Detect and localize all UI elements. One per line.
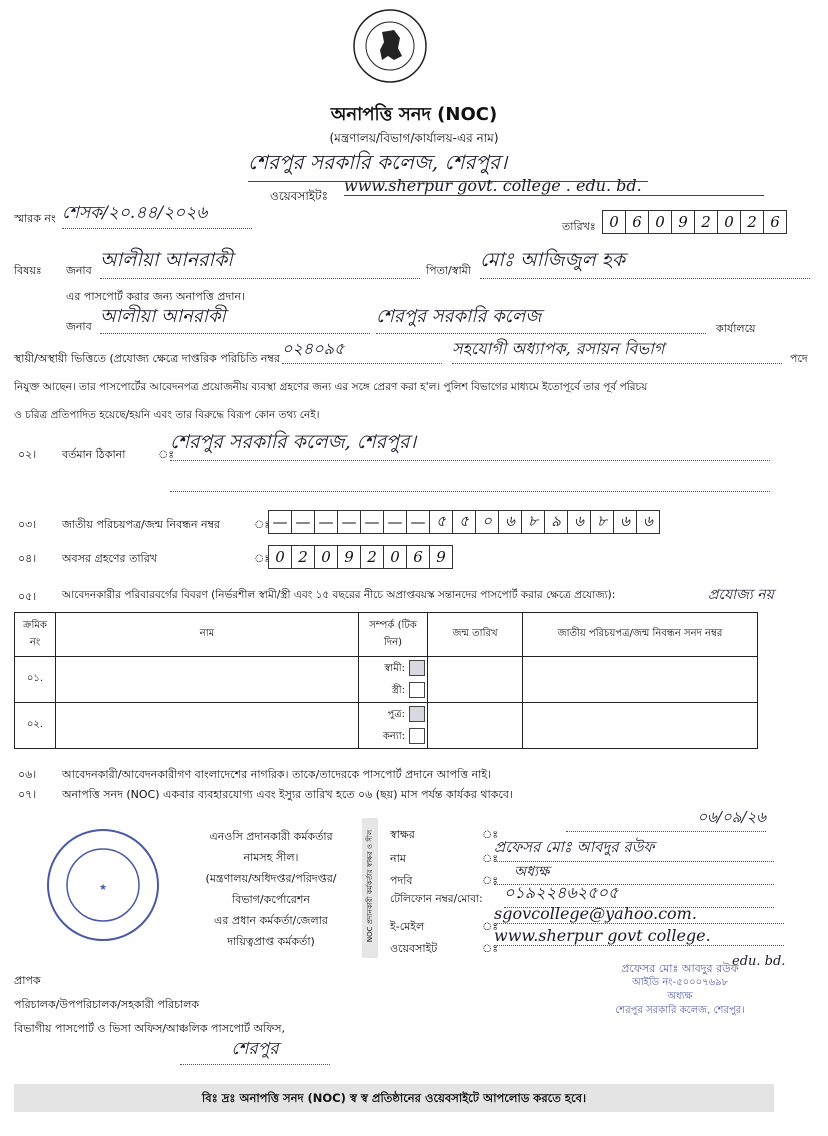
website-label: ওয়েবসাইটঃ [270, 189, 328, 203]
relation-label: স্বামী: [384, 662, 405, 674]
relation-label: স্ত্রী: [391, 684, 405, 696]
retire-digit-box: 6 [406, 545, 430, 569]
colon: ঃ [482, 828, 499, 841]
phone-value: ০১৯২২৪৬২৫০৫ [504, 880, 774, 908]
retire-digit-box: 0 [268, 545, 292, 569]
nid-digit-box: ৯ [544, 510, 568, 534]
table-row [15, 657, 758, 703]
item-06-number: ০৬। [18, 768, 37, 781]
perm-text: স্থায়ী/অস্থায়ী ভিত্তিতে (প্রযোজ্য ক্ষেত্রে দাপ্তরিক পরিচিতি নম্বর [14, 352, 280, 365]
nid-digit-box: ৫ [429, 510, 453, 534]
empty-digit-box: — [268, 510, 292, 534]
svg-text:★: ★ [98, 883, 108, 893]
nid-digit-box: ৬ [498, 510, 522, 534]
nid-digit-box: ৮ [590, 510, 614, 534]
colon: ঃ [254, 518, 271, 531]
col-birthdate: জন্ম তারিখ [428, 613, 523, 657]
col-serial: ক্রমিক নং [15, 613, 56, 657]
row-name [56, 703, 359, 749]
relation-checkbox[interactable] [409, 706, 425, 722]
colon: ঃ [482, 874, 499, 887]
row-nid [523, 657, 758, 703]
memo-label: স্মারক নং [14, 212, 56, 225]
college-round-seal [44, 826, 162, 944]
row-relation [359, 703, 428, 749]
date-digit-box: 0 [648, 210, 672, 234]
government-seal [352, 8, 428, 84]
recipient-line1: পরিচালক/উপপরিচালক/সহকারী পরিচালক [14, 998, 200, 1011]
present-address: শেরপুর সরকারি কলেজ, শেরপুর। [170, 428, 770, 461]
post-label: পদবি [390, 874, 413, 887]
empty-digit-box: — [360, 510, 384, 534]
relation-checkbox[interactable] [409, 728, 425, 744]
date-digit-box: 0 [717, 210, 741, 234]
issuer-block [186, 826, 356, 952]
item-07-number: ০৭। [18, 788, 37, 801]
designation: সহযোগী অধ্যাপক, রসায়ন বিভাগ [452, 336, 782, 364]
empty-digit-box: — [314, 510, 338, 534]
row-name [56, 657, 359, 703]
name-value: প্রফেসর মোঃ আবদুর রউফ [494, 836, 774, 862]
date-digit-box: 6 [763, 210, 787, 234]
janab-label: জনাব [66, 264, 92, 277]
body-name: আলীয়া আনরাকী [100, 302, 370, 334]
relation-checkbox[interactable] [409, 682, 425, 698]
nid-digit-box: ৮ [521, 510, 545, 534]
colon: ঃ [482, 942, 499, 955]
item-02-label: বর্তমান ঠিকানা [62, 448, 126, 461]
item-05-number: ০৫। [18, 590, 37, 603]
family-table [14, 612, 758, 749]
item-06-label: আবেদনকারী/আবেদনকারীগণ বাংলাদেশের নাগরিক। তাকে/তাদেরকে পাসপোর্ট প্রদানে আপত্তি নাই। [62, 768, 492, 781]
issuer-line: দায়িত্বপ্রাপ্ত কর্মকর্তা) [227, 935, 315, 948]
noc-title: অনাপত্তি সনদ (NOC) [330, 104, 498, 125]
subject-line2: এর পাসপোর্ট করার জন্য অনাপত্তি প্রদান। [66, 290, 245, 303]
nid-digit-box: ৬ [636, 510, 660, 534]
relation-checkbox[interactable] [409, 660, 425, 676]
retire-digit-box: 2 [360, 545, 384, 569]
nid-digit-box: ০ [475, 510, 499, 534]
colon: ঃ [254, 552, 271, 565]
retire-digit-box: 2 [291, 545, 315, 569]
vertical-label: NOC প্রদানকারী কর্মকর্তার স্বাক্ষর ও সীল [366, 829, 374, 943]
issuer-line: এনওসি প্রদানকারী কর্মকর্তার [209, 830, 333, 843]
name-label: নাম [390, 852, 406, 865]
colon: ঃ [482, 920, 499, 933]
email-value: sgovcollege@yahoo.com. [494, 904, 784, 924]
web-label: ওয়েবসাইট [390, 942, 438, 955]
stamp-line: আইডি নং-৫০০০৭৬৯৮ [631, 977, 729, 988]
recipient-label: প্রাপক [14, 974, 41, 987]
item-05-value: প্রযোজ্য নয় [708, 587, 774, 603]
post-suffix: পদে [790, 352, 808, 365]
retire-date-boxes [268, 545, 452, 569]
date-digit-box: 0 [602, 210, 626, 234]
row-serial: ০২. [15, 703, 56, 749]
row-relation [359, 657, 428, 703]
row-birthdate [428, 657, 523, 703]
retire-digit-box: 0 [314, 545, 338, 569]
date-digit-box: 2 [740, 210, 764, 234]
date-digit-box: 6 [625, 210, 649, 234]
empty-digit-box: — [291, 510, 315, 534]
row-serial: ০১. [15, 657, 56, 703]
official-id: ০২৪০৯৫ [282, 336, 442, 364]
table-row [15, 703, 758, 749]
item-03-label: জাতীয় পরিচয়পত্র/জন্ম নিবন্ধন নম্বর [62, 518, 221, 531]
retire-digit-box: 9 [337, 545, 361, 569]
stamp-line: শেরপুর সরকারি কলেজ, শেরপুর। [615, 1005, 745, 1016]
empty-digit-box: — [337, 510, 361, 534]
web-value: www.sherpur govt college. [494, 926, 784, 946]
subtitle: (মন্ত্রণালয়/বিভাগ/কার্যালয়-এর নাম) [329, 131, 499, 145]
nid-digit-box: ৬ [613, 510, 637, 534]
colon: ঃ [158, 448, 175, 461]
post-value: অধ্যক্ষ [494, 860, 774, 885]
para2: ও চরিত্র প্রতিপাদিত হয়েছে/হয়নি এবং তার বিরুদ্ধে বিরূপ কোন তথ্য নেই। [14, 409, 320, 421]
relation-label: কন্যা: [382, 730, 405, 742]
address-line-2 [170, 490, 770, 492]
footer-note: বিঃ দ্রঃ অনাপত্তি সনদ (NOC) স্ব স্ব প্রতিষ্ঠানের ওয়েবসাইটে আপলোড করতে হবে। [201, 1091, 587, 1105]
phone-label: টেলিফোন নম্বর/মোবা: [390, 893, 483, 905]
stamp-line: অধ্যক্ষ [667, 991, 693, 1002]
row-birthdate [428, 703, 523, 749]
relation-label: পুত্র: [387, 708, 405, 720]
vertical-strip [362, 818, 378, 958]
row-nid [523, 703, 758, 749]
issuer-line: নামসহ সীল। [243, 851, 299, 864]
memo-value: শেসক/২০.৪৪/২০২৬ [62, 200, 252, 229]
issuer-line: (মন্ত্রণালয়/অধিদপ্তর/পরিদপ্তর/ [205, 872, 337, 885]
date-boxes [602, 210, 786, 234]
subject-label: বিষয়ঃ [14, 264, 42, 277]
col-name: নাম [56, 613, 359, 657]
item-07-label: অনাপত্তি সনদ (NOC) একবার ব্যবহারযোগ্য এবং ইস্যুর তারিখ হতে ০৬ (ছয়) মাস পর্যন্ত কার্যকর থাকবে। [62, 788, 513, 801]
item-04-number: ০৪। [18, 552, 37, 565]
date-digit-box: 9 [671, 210, 695, 234]
empty-digit-box: — [406, 510, 430, 534]
footer-note-bar [14, 1084, 774, 1112]
item-04-label: অবসর গ্রহণের তারিখ [62, 552, 157, 565]
nid-boxes [268, 510, 659, 534]
para1: নিযুক্ত আছেন। তার পাসপোর্টের আবেদনপত্র প্রয়োজনীয় ব্যবস্থা গ্রহণের জন্য এর সঙ্গে প্রেরণ করা হ'ল। পুলিশ বিভাগের মাধ্যমে ইতোপূর্বে তার পূর্ব পরিচয় [14, 381, 648, 393]
empty-digit-box: — [383, 510, 407, 534]
website-value: www.sherpur govt. college . edu. bd. [344, 176, 764, 196]
recipient-city: শেরপুর [180, 1036, 330, 1065]
subject-name: আলীয়া আনরাকী [100, 246, 420, 279]
issuer-line: এর প্রধান কর্মকর্তা/জেলার [214, 914, 328, 927]
retire-digit-box: 0 [383, 545, 407, 569]
item-02-number: ০২। [18, 448, 37, 461]
date-digit-box: 2 [694, 210, 718, 234]
retire-digit-box: 9 [429, 545, 453, 569]
stamp-line: প্রফেসর মোঃ আবদুর রউফ [621, 962, 739, 975]
web-value-2: edu. bd. [732, 954, 786, 969]
office-suffix: কার্যালয়ে [716, 322, 756, 335]
father-value: মোঃ আজিজুল হক [480, 246, 810, 279]
col-relation: সম্পর্ক (টিক দিন) [359, 613, 428, 657]
nid-digit-box: ৬ [567, 510, 591, 534]
nid-digit-box: ৫ [452, 510, 476, 534]
recipient-line2: বিভাগীয় পাসপোর্ট ও ভিসা অফিস/আঞ্চলিক পাসপোর্ট অফিস, [14, 1022, 285, 1035]
sign-value: ০৬/০৯/২৬ [566, 806, 766, 832]
item-03-number: ০৩। [18, 518, 37, 531]
sign-label: স্বাক্ষর [390, 828, 415, 841]
item-05-label: আবেদনকারীর পরিবারবর্গের বিবরণ (নির্ভরশীল স্বামী/স্ত্রী এবং ১৫ বছরের নীচে অপ্রাপ্তবয়স্ক সন্তানদের পাসপোর্ট করার ক্ষেত্রে প্রযোজ্য): [62, 589, 616, 601]
father-label: পিতা/স্বামী [426, 264, 471, 277]
date-label: তারিখঃ [562, 220, 596, 233]
col-nid: জাতীয় পরিচয়পত্র/জন্ম নিবন্ধন সনদ নম্বর [523, 613, 758, 657]
name-stamp [580, 962, 780, 1018]
email-label: ই-মেইল [390, 920, 425, 933]
colon: ঃ [482, 852, 499, 865]
office-name: শেরপুর সরকারি কলেজ, শেরপুর। [248, 148, 648, 182]
issuer-line: বিভাগ/কর্পোরেশন [232, 893, 310, 906]
body-office: শেরপুর সরকারি কলেজ [376, 302, 706, 334]
body-janab: জনাব [66, 320, 92, 333]
table-header-row [15, 613, 758, 657]
